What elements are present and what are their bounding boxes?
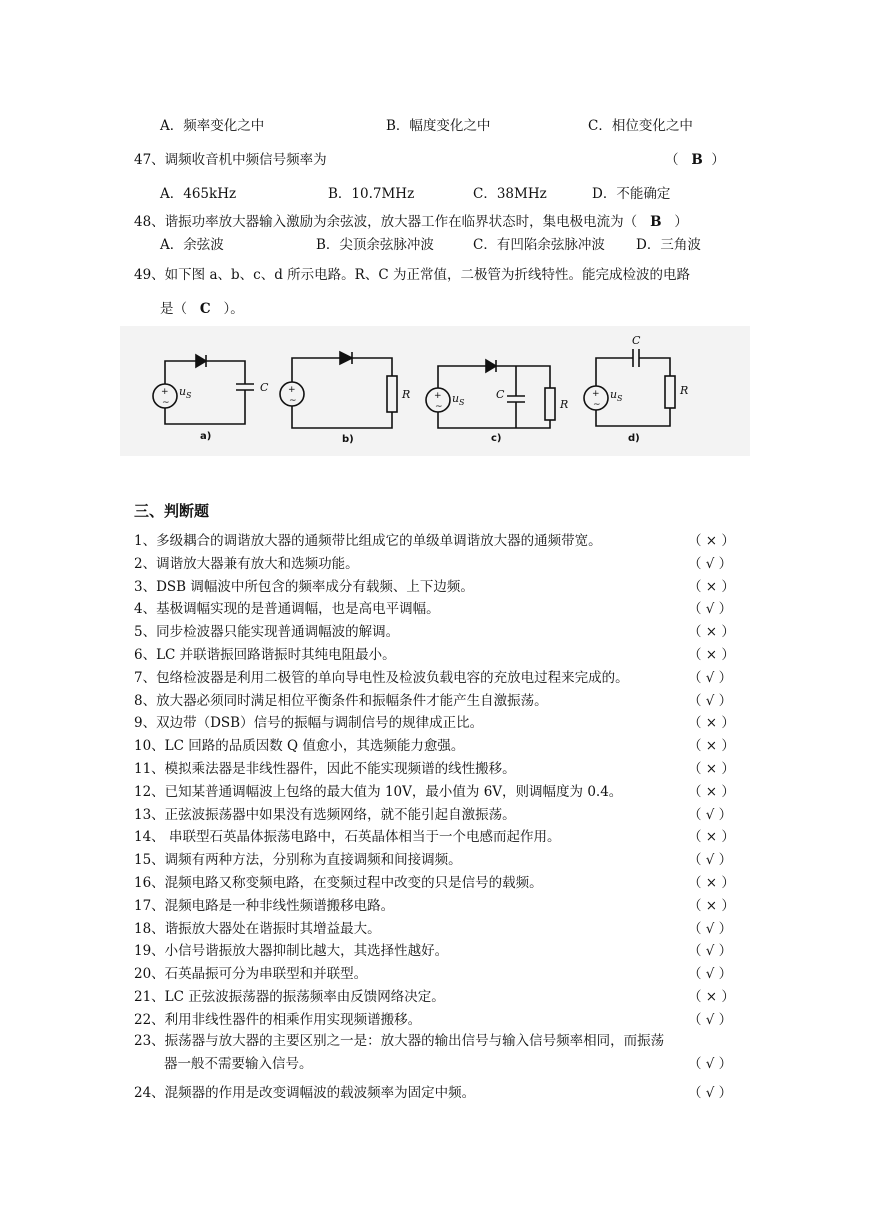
judge-item-text: 11、模拟乘法器是非线性器件，因此不能实现频谱的线性搬移。	[134, 761, 516, 777]
judge-item-23-cont	[134, 1052, 740, 1072]
judge-item	[134, 529, 740, 549]
q48-option-a: A．余弦波	[160, 237, 224, 253]
judge-item-mark: （ √ ）	[688, 920, 733, 937]
judge-item	[134, 1008, 740, 1028]
label-c-c: C	[496, 388, 505, 401]
label-r-c: R	[560, 398, 569, 411]
circuit-figure	[120, 326, 750, 456]
judge-item-mark: （ × ）	[688, 989, 735, 1005]
q47-answer: B	[691, 152, 703, 168]
q47-option-d: D．不能确定	[592, 186, 671, 202]
label-us-d-sub: S	[617, 394, 623, 403]
judge-item	[134, 552, 740, 572]
q48-option-b: B．尖顶余弦脉冲波	[316, 237, 434, 253]
q49-stem-line2	[160, 297, 244, 317]
label-c-d: C	[632, 334, 641, 347]
svg-text:+: +	[434, 391, 442, 401]
judge-item	[134, 711, 740, 731]
judge-item-text: 5、同步检波器只能实现普通调幅波的解调。	[134, 624, 400, 641]
judge-item	[134, 757, 740, 777]
judge-item	[134, 894, 740, 914]
q48-option-d: D．三角波	[636, 237, 701, 253]
judge-item	[134, 917, 740, 937]
judge-item-text: 16、混频电路又称变频电路，在变频过程中改变的只是信号的载频。	[134, 875, 543, 891]
svg-text:~: ~	[593, 400, 601, 410]
judge-item-mark: （ √ ）	[688, 555, 733, 572]
label-us-a: u	[179, 385, 187, 398]
q47-option-b: B．10.7MHz	[328, 186, 415, 202]
label-r-b: R	[402, 388, 411, 401]
judge-item-mark: （ × ）	[688, 829, 735, 846]
q48-stem: 48、谐振功率放大器输入激励为余弦波，放大器工作在临界状态时，集电极电流为（ B ）	[134, 214, 688, 230]
q47-stem: 47、调频收音机中频信号频率为	[134, 152, 327, 168]
q48-answer: B	[650, 214, 662, 230]
q49-prefix: 是（	[160, 301, 187, 317]
q49-suffix: ）。	[223, 301, 244, 317]
q47-option-c: C．38MHz	[473, 186, 547, 202]
q48-stem-text: 48、谐振功率放大器输入激励为余弦波，放大器工作在临界状态时，集电极电流为（	[134, 214, 638, 230]
judge-item-mark: （ × ）	[688, 578, 735, 595]
svg-text:+: +	[592, 389, 600, 399]
judge-item-text: 22、利用非线性器件的相乘作用实现频谱搬移。	[134, 1011, 422, 1028]
q47-option-a: A．465kHz	[160, 186, 237, 202]
label-us-c: u	[452, 392, 460, 405]
section-title-judge: 三、判断题	[134, 502, 210, 520]
q47-answer-bracket: （ B ）	[665, 152, 725, 168]
q46-option-c: C．相位变化之中	[588, 118, 693, 134]
judge-item-text: 3、DSB 调幅波中所包含的频率成分有载频、上下边频。	[134, 578, 474, 595]
judge-item-24	[134, 1081, 740, 1101]
judge-item	[134, 643, 740, 663]
judge-item-23-line1: 23、振荡器与放大器的主要区别之一是：放大器的输出信号与输入信号频率相同，而振荡	[134, 1033, 665, 1049]
svg-text:~: ~	[435, 402, 443, 412]
judge-item-text: 21、LC 正弦波振荡器的振荡频率由反馈网络决定。	[134, 989, 445, 1005]
fig-label-a: a)	[200, 431, 212, 442]
svg-text:~: ~	[289, 396, 297, 406]
judge-item-23-line2: 器一般不需要输入信号。	[164, 1056, 313, 1072]
judge-item-text: 14、 串联型石英晶体振荡电路中，石英晶体相当于一个电感而起作用。	[134, 829, 561, 846]
judge-item	[134, 780, 740, 800]
judge-item-text: 4、基极调幅实现的是普通调幅，也是高电平调幅。	[134, 601, 440, 618]
judge-item-text: 1、多级耦合的调谐放大器的通频带比组成它的单级单调谐放大器的通频带宽。	[134, 533, 602, 549]
svg-text:~: ~	[162, 398, 170, 408]
judge-item-mark: （ √ ）	[688, 692, 733, 709]
judge-item-text: 9、双边带（DSB）信号的振幅与调制信号的规律成正比。	[134, 715, 484, 732]
fig-label-c: c)	[491, 433, 502, 444]
judge-item	[134, 848, 740, 868]
judge-item	[134, 597, 740, 617]
label-r-d: R	[680, 384, 689, 397]
judge-item-23-mark: （ √ ）	[688, 1056, 733, 1072]
judge-item-mark: （ × ）	[688, 761, 735, 777]
judge-item-mark: （ √ ）	[688, 943, 733, 960]
judge-item	[134, 962, 740, 982]
label-us-a-sub: S	[186, 391, 192, 400]
circuit-figure-svg	[120, 326, 750, 456]
judge-item-23	[134, 1029, 740, 1049]
q46-option-b: B．幅度变化之中	[386, 118, 491, 134]
judge-item-24-mark: （ √ ）	[688, 1085, 733, 1101]
q49-answer: C	[199, 301, 211, 317]
judge-item	[134, 825, 740, 845]
judge-item	[134, 939, 740, 959]
judge-item-text: 15、调频有两种方法，分别称为直接调频和间接调频。	[134, 852, 462, 869]
judge-item-mark: （ × ）	[688, 624, 735, 641]
fig-label-b: b)	[342, 434, 354, 445]
judge-item	[134, 734, 740, 754]
judge-item-mark: （ √ ）	[688, 1011, 733, 1028]
label-c-a: C	[260, 381, 269, 394]
judge-item-text: 6、LC 并联谐振回路谐振时其纯电阻最小。	[134, 647, 396, 663]
judge-item	[134, 803, 740, 823]
judge-item-mark: （ × ）	[688, 897, 735, 914]
judge-item-24-text: 24、混频器的作用是改变调幅波的载波频率为固定中频。	[134, 1085, 476, 1101]
q46-option-a: A．频率变化之中	[160, 118, 265, 134]
judge-item-text: 10、LC 回路的品质因数 Q 值愈小，其选频能力愈强。	[134, 738, 465, 755]
judge-item	[134, 620, 740, 640]
judge-item-mark: （ √ ）	[688, 966, 733, 983]
label-us-c-sub: S	[459, 398, 465, 407]
judge-item-text: 20、石英晶振可分为串联型和并联型。	[134, 966, 368, 983]
fig-label-d: d)	[628, 433, 640, 444]
label-us-d: u	[610, 388, 618, 401]
judge-item-text: 18、谐振放大器处在谐振时其增益最大。	[134, 920, 381, 937]
judge-item-mark: （ × ）	[688, 715, 735, 732]
judge-item-text: 19、小信号谐振放大器抑制比越大，其选择性越好。	[134, 943, 449, 960]
q48-option-c: C．有凹陷余弦脉冲波	[473, 237, 605, 253]
judge-item-mark: （ √ ）	[688, 601, 733, 618]
judge-item	[134, 871, 740, 891]
judge-item-text: 8、放大器必须同时满足相位平衡条件和振幅条件才能产生自激振荡。	[134, 692, 548, 709]
judge-item-text: 17、混频电路是一种非线性频谱搬移电路。	[134, 897, 395, 914]
judge-item-mark: （ √ ）	[688, 806, 733, 823]
svg-text:+: +	[288, 385, 296, 395]
judge-item-mark: （ √ ）	[688, 669, 733, 686]
judge-item	[134, 575, 740, 595]
svg-text:+: +	[161, 387, 169, 397]
judge-item-text: 13、正弦波振荡器中如果没有选频网络，就不能引起自激振荡。	[134, 806, 516, 823]
judge-item	[134, 985, 740, 1005]
judge-item-text: 7、包络检波器是利用二极管的单向导电性及检波负载电容的充放电过程来完成的。	[134, 669, 629, 686]
judge-item-text: 12、已知某普通调幅波上包络的最大值为 10V，最小值为 6V，则调幅度为 0.4。	[134, 783, 623, 800]
judge-item-mark: （ √ ）	[688, 852, 733, 869]
judge-item	[134, 689, 740, 709]
judge-item-mark: （ × ）	[688, 533, 735, 549]
q49-stem-line1: 49、如下图 a、b、c、d 所示电路。R、C 为正常值，二极管为折线特性。能完成检波的电路	[134, 267, 690, 283]
judge-item	[134, 666, 740, 686]
judge-item-mark: （ × ）	[688, 875, 735, 891]
judge-item-text: 2、调谐放大器兼有放大和选频功能。	[134, 555, 359, 572]
judge-item-mark: （ × ）	[688, 738, 735, 755]
judge-item-mark: （ × ）	[688, 783, 735, 800]
judge-item-mark: （ × ）	[688, 647, 735, 663]
